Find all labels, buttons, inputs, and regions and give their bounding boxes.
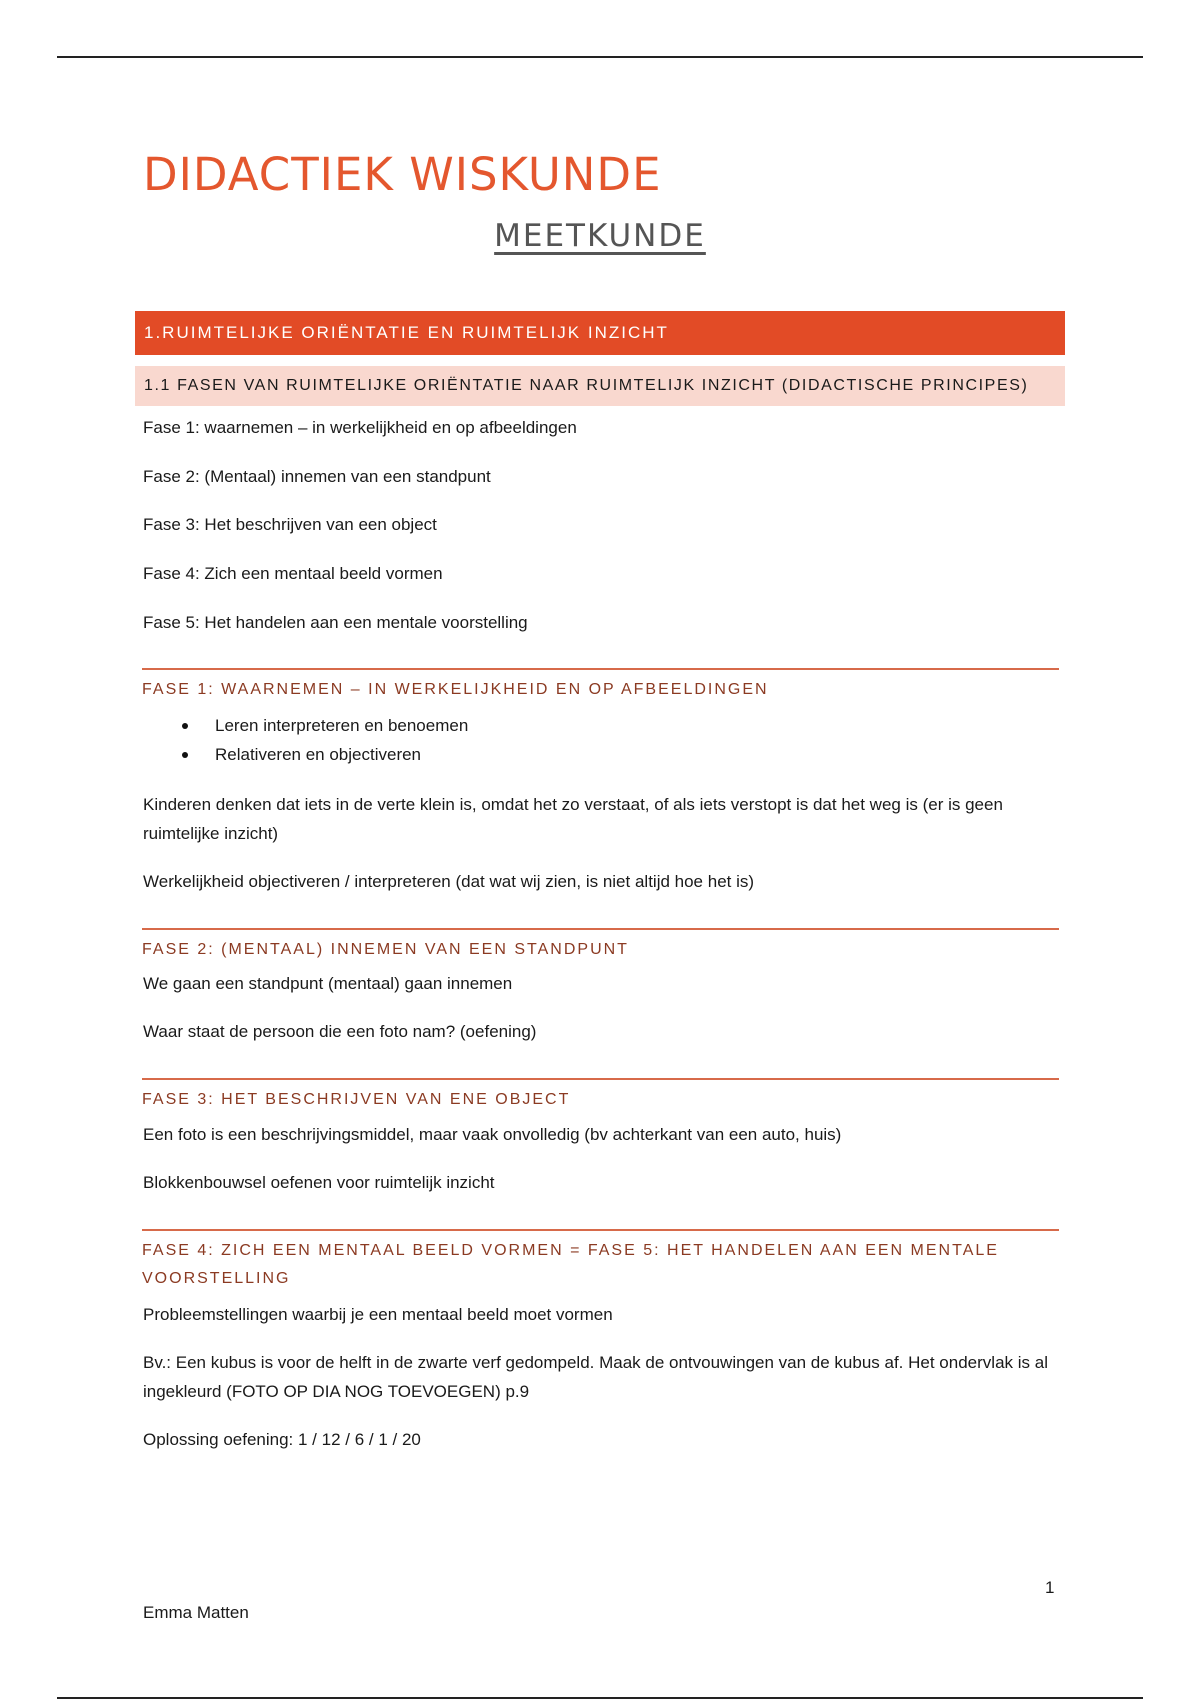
page-number: 1 [1045, 1578, 1055, 1597]
fase1-heading: FASE 1: WAARNEMEN – IN WERKELIJKHEID EN OP AFBEELDINGEN [142, 668, 1059, 704]
document-subtitle-wrap [0, 218, 1200, 254]
section-heading-1-1: 1.1 FASEN VAN RUIMTELIJKE ORIËNTATIE NAAR RUIMTELIJK INZICHT (DIDACTISCHE PRINCIPES) [135, 366, 1065, 406]
section-heading-1: 1.RUIMTELIJKE ORIËNTATIE EN RUIMTELIJK INZICHT [135, 311, 1065, 355]
author-name: Emma Matten [143, 1603, 249, 1622]
bullet-icon [182, 723, 188, 729]
bullet-icon [182, 752, 188, 758]
fase1-paragraph-1: Kinderen denken dat iets in de verte klein is, omdat het zo verstaat, of als iets verstopt is dat het weg is (er is geen ruimtelijke inzicht) [143, 795, 1003, 843]
document-subtitle: MEETKUNDE [494, 218, 706, 254]
bottom-rule [57, 1697, 1143, 1699]
list-item: Leren interpreteren en benoemen [143, 711, 468, 740]
fase2-paragraph-2: Waar staat de persoon die een foto nam? (oefening) [143, 1022, 537, 1041]
fase1-paragraph-2: Werkelijkheid objectiveren / interpreteren (dat wat wij zien, is niet altijd hoe het is) [143, 872, 755, 891]
phase-line-1: Fase 1: waarnemen – in werkelijkheid en op afbeeldingen [143, 418, 577, 437]
list-item: Relativeren en objectiveren [143, 740, 468, 769]
fase3-paragraph-2: Blokkenbouwsel oefenen voor ruimtelijk inzicht [143, 1173, 495, 1192]
fase45-paragraph-1: Probleemstellingen waarbij je een mentaal beeld moet vormen [143, 1305, 613, 1324]
fase3-paragraph-1: Een foto is een beschrijvingsmiddel, maar vaak onvolledig (bv achterkant van een auto, huis) [143, 1125, 842, 1144]
phase-line-5: Fase 5: Het handelen aan een mentale voorstelling [143, 613, 528, 632]
phase-line-4: Fase 4: Zich een mentaal beeld vormen [143, 564, 443, 583]
fase3-heading: FASE 3: HET BESCHRIJVEN VAN ENE OBJECT [142, 1078, 1059, 1114]
fase45-paragraph-2: Bv.: Een kubus is voor de helft in de zwarte verf gedompeld. Maak de ontvouwingen van de kubus af. Het ondervlak is al ingekleurd (FOTO OP DIA NOG TOEVOEGEN) p.9 [143, 1353, 1048, 1401]
fase45-heading: FASE 4: ZICH EEN MENTAAL BEELD VORMEN = FASE 5: HET HANDELEN AAN EEN MENTALE VOORSTELLING [142, 1229, 1059, 1293]
fase2-paragraph-1: We gaan een standpunt (mentaal) gaan innemen [143, 974, 513, 993]
phase-line-3: Fase 3: Het beschrijven van een object [143, 515, 437, 534]
phase-line-2: Fase 2: (Mentaal) innemen van een standpunt [143, 467, 491, 486]
top-rule [57, 56, 1143, 58]
fase1-bullet-list [143, 711, 468, 769]
document-title: DIDACTIEK WISKUNDE [143, 148, 662, 201]
fase2-heading: FASE 2: (MENTAAL) INNEMEN VAN EEN STANDPUNT [142, 928, 1059, 964]
fase45-paragraph-3: Oplossing oefening: 1 / 12 / 6 / 1 / 20 [143, 1430, 421, 1449]
